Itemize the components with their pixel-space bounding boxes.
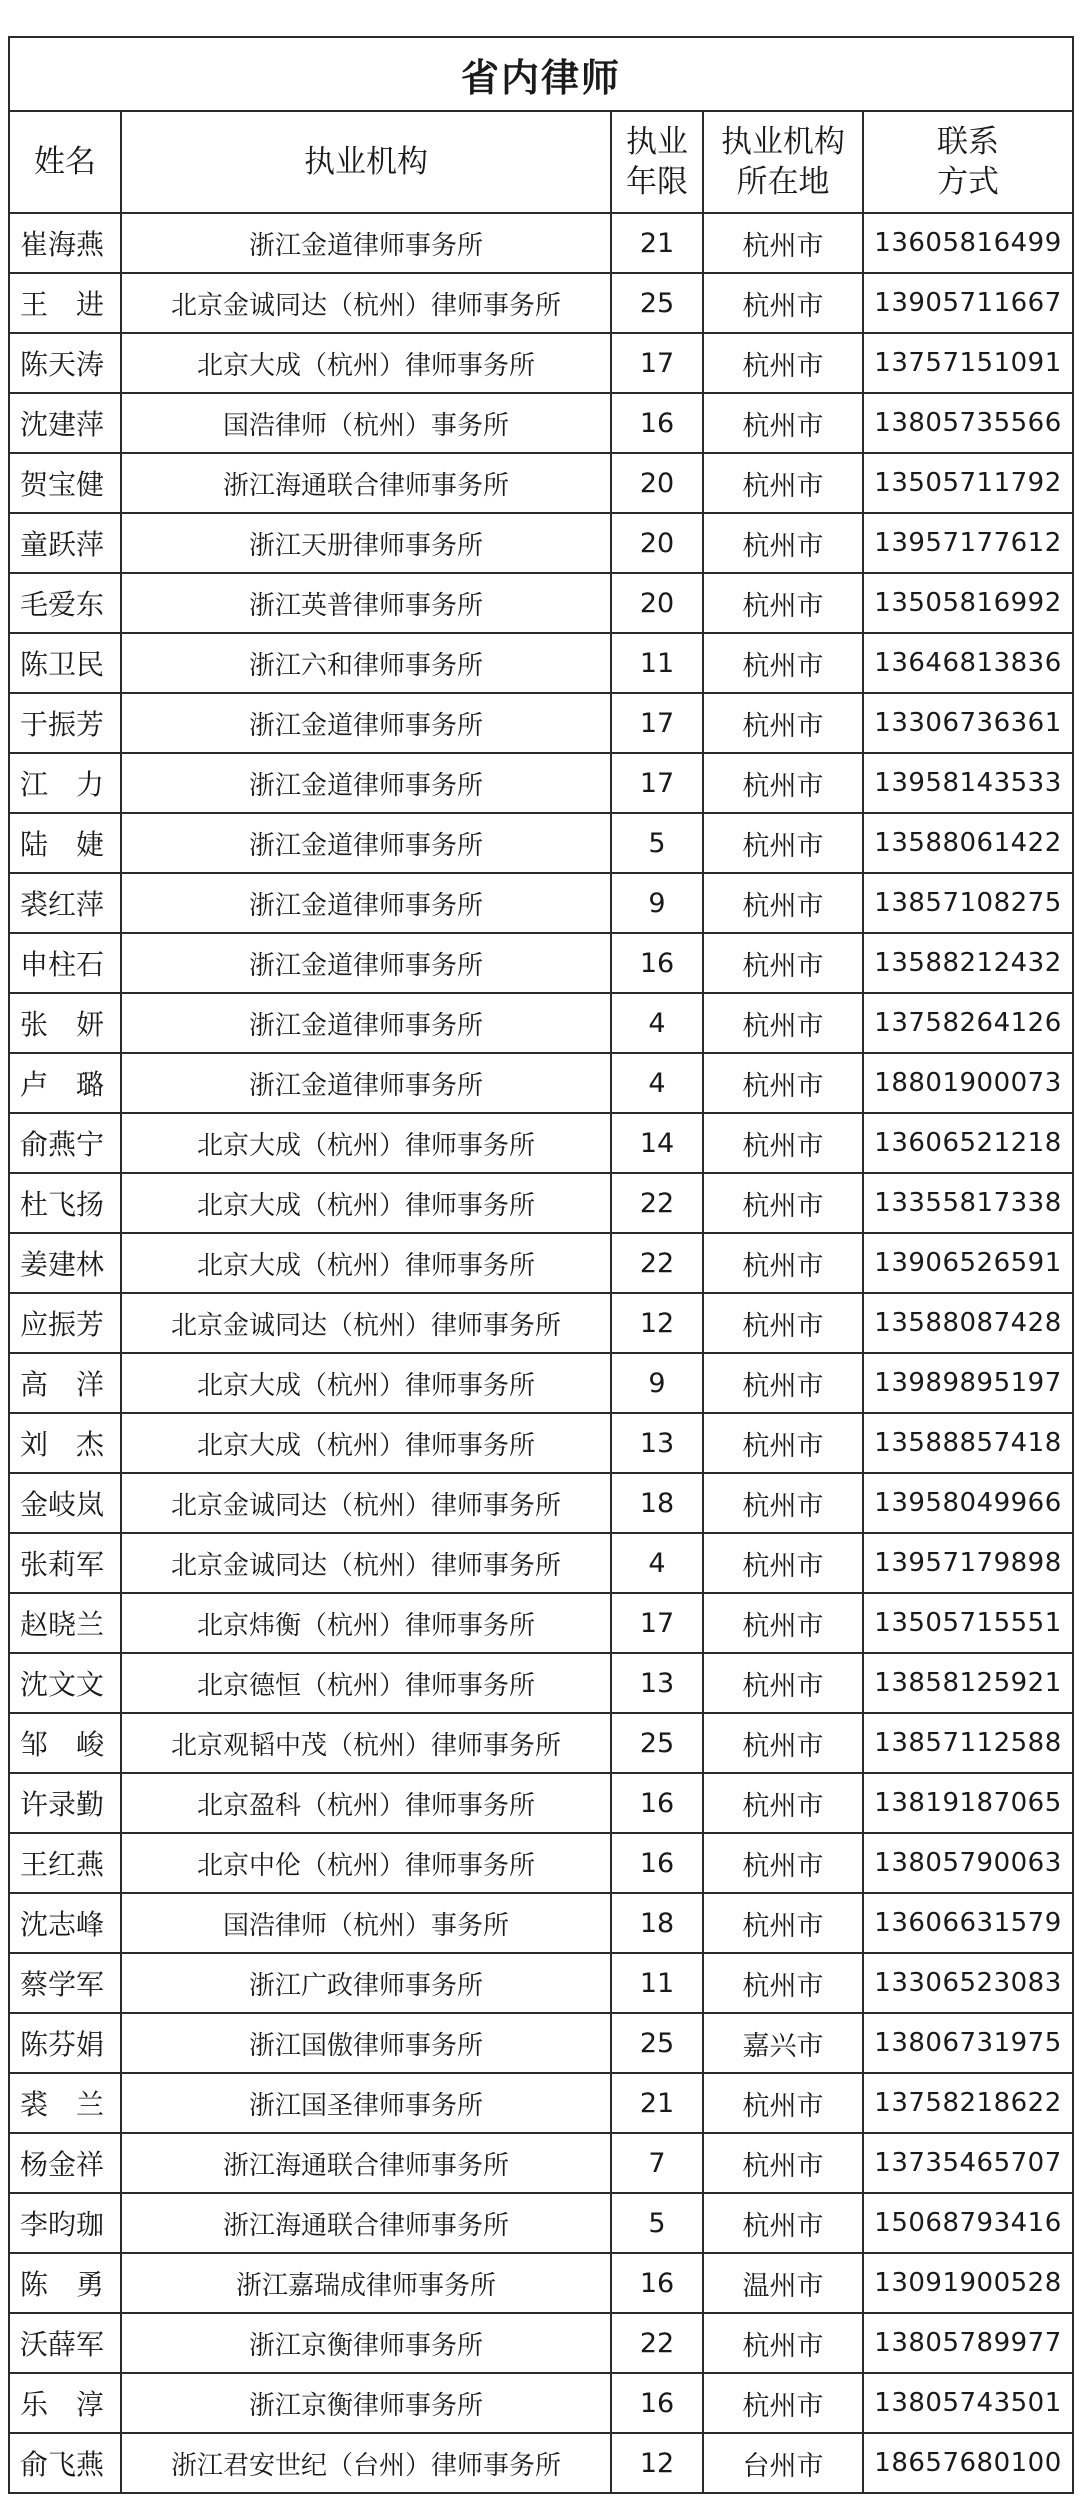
practice-years: 16 xyxy=(611,2253,703,2313)
contact-phone: 13857112588 xyxy=(863,1713,1073,1773)
org-location: 杭州市 xyxy=(703,1413,863,1473)
table-row xyxy=(9,213,1073,273)
lawyer-name: 陆 婕 xyxy=(9,813,121,873)
lawyer-name: 于振芳 xyxy=(9,693,121,753)
contact-phone: 13758264126 xyxy=(863,993,1073,1053)
contact-phone: 18801900073 xyxy=(863,1053,1073,1113)
lawyer-name: 裘红萍 xyxy=(9,873,121,933)
contact-phone: 13735465707 xyxy=(863,2133,1073,2193)
practice-years: 20 xyxy=(611,453,703,513)
practice-org: 北京中伦（杭州）律师事务所 xyxy=(121,1833,611,1893)
org-location: 杭州市 xyxy=(703,573,863,633)
contact-phone: 13606631579 xyxy=(863,1893,1073,1953)
practice-org: 浙江国傲律师事务所 xyxy=(121,2013,611,2073)
contact-phone: 13958049966 xyxy=(863,1473,1073,1533)
practice-org: 浙江金道律师事务所 xyxy=(121,213,611,273)
practice-years: 22 xyxy=(611,1233,703,1293)
practice-org: 浙江京衡律师事务所 xyxy=(121,2313,611,2373)
practice-years: 20 xyxy=(611,573,703,633)
contact-phone: 13857108275 xyxy=(863,873,1073,933)
practice-years: 17 xyxy=(611,1593,703,1653)
practice-org: 浙江京衡律师事务所 xyxy=(121,2373,611,2433)
table-row xyxy=(9,2313,1073,2373)
practice-org: 北京大成（杭州）律师事务所 xyxy=(121,1113,611,1173)
lawyer-table xyxy=(8,36,1074,2494)
contact-phone: 13306736361 xyxy=(863,693,1073,753)
org-location: 杭州市 xyxy=(703,453,863,513)
lawyer-name: 赵晓兰 xyxy=(9,1593,121,1653)
practice-org: 北京大成（杭州）律师事务所 xyxy=(121,1173,611,1233)
org-location: 杭州市 xyxy=(703,2373,863,2433)
table-row xyxy=(9,1893,1073,1953)
table-row xyxy=(9,1233,1073,1293)
practice-org: 北京炜衡（杭州）律师事务所 xyxy=(121,1593,611,1653)
practice-org: 浙江金道律师事务所 xyxy=(121,933,611,993)
table-row xyxy=(9,573,1073,633)
table-row xyxy=(9,1353,1073,1413)
practice-years: 13 xyxy=(611,1653,703,1713)
table-row xyxy=(9,2073,1073,2133)
practice-org: 浙江天册律师事务所 xyxy=(121,513,611,573)
contact-phone: 13806731975 xyxy=(863,2013,1073,2073)
lawyer-name: 邹 峻 xyxy=(9,1713,121,1773)
lawyer-name: 杨金祥 xyxy=(9,2133,121,2193)
lawyer-name: 陈 勇 xyxy=(9,2253,121,2313)
contact-phone: 13606521218 xyxy=(863,1113,1073,1173)
table-row xyxy=(9,513,1073,573)
practice-org: 北京德恒（杭州）律师事务所 xyxy=(121,1653,611,1713)
practice-org: 浙江金道律师事务所 xyxy=(121,693,611,753)
practice-org: 浙江英普律师事务所 xyxy=(121,573,611,633)
contact-phone: 13957179898 xyxy=(863,1533,1073,1593)
lawyer-name: 应振芳 xyxy=(9,1293,121,1353)
practice-org: 浙江嘉瑞成律师事务所 xyxy=(121,2253,611,2313)
lawyer-name: 俞燕宁 xyxy=(9,1113,121,1173)
contact-phone: 13355817338 xyxy=(863,1173,1073,1233)
org-location: 杭州市 xyxy=(703,2133,863,2193)
org-location: 杭州市 xyxy=(703,273,863,333)
table-row xyxy=(9,2433,1073,2493)
contact-phone: 13588087428 xyxy=(863,1293,1073,1353)
lawyer-name: 申柱石 xyxy=(9,933,121,993)
org-location: 杭州市 xyxy=(703,1053,863,1113)
table-row xyxy=(9,993,1073,1053)
lawyer-name: 王红燕 xyxy=(9,1833,121,1893)
contact-phone: 13805790063 xyxy=(863,1833,1073,1893)
table-row xyxy=(9,633,1073,693)
org-location: 杭州市 xyxy=(703,933,863,993)
contact-phone: 13819187065 xyxy=(863,1773,1073,1833)
org-location: 杭州市 xyxy=(703,753,863,813)
table-row xyxy=(9,393,1073,453)
org-location: 杭州市 xyxy=(703,1473,863,1533)
contact-phone: 13306523083 xyxy=(863,1953,1073,2013)
practice-org: 浙江海通联合律师事务所 xyxy=(121,2193,611,2253)
org-location: 嘉兴市 xyxy=(703,2013,863,2073)
practice-org: 浙江金道律师事务所 xyxy=(121,1053,611,1113)
practice-years: 11 xyxy=(611,1953,703,2013)
org-location: 杭州市 xyxy=(703,633,863,693)
table-row xyxy=(9,693,1073,753)
practice-org: 浙江广政律师事务所 xyxy=(121,1953,611,2013)
org-location: 杭州市 xyxy=(703,1773,863,1833)
org-location: 杭州市 xyxy=(703,513,863,573)
lawyer-name: 刘 杰 xyxy=(9,1413,121,1473)
org-location: 杭州市 xyxy=(703,993,863,1053)
lawyer-name: 蔡学军 xyxy=(9,1953,121,2013)
contact-phone: 13588857418 xyxy=(863,1413,1073,1473)
practice-years: 20 xyxy=(611,513,703,573)
table-row xyxy=(9,753,1073,813)
table-row xyxy=(9,1593,1073,1653)
lawyer-name: 裘 兰 xyxy=(9,2073,121,2133)
table-row xyxy=(9,2013,1073,2073)
practice-years: 12 xyxy=(611,1293,703,1353)
practice-years: 16 xyxy=(611,393,703,453)
org-location: 杭州市 xyxy=(703,1593,863,1653)
contact-phone: 13906526591 xyxy=(863,1233,1073,1293)
practice-years: 4 xyxy=(611,1053,703,1113)
table-row xyxy=(9,1293,1073,1353)
practice-years: 5 xyxy=(611,2193,703,2253)
lawyer-name: 陈卫民 xyxy=(9,633,121,693)
practice-years: 17 xyxy=(611,333,703,393)
org-location: 杭州市 xyxy=(703,1173,863,1233)
practice-years: 16 xyxy=(611,933,703,993)
contact-phone: 13505715551 xyxy=(863,1593,1073,1653)
practice-org: 浙江金道律师事务所 xyxy=(121,753,611,813)
lawyer-name: 沃薛军 xyxy=(9,2313,121,2373)
practice-org: 北京大成（杭州）律师事务所 xyxy=(121,1353,611,1413)
lawyer-name: 乐 淳 xyxy=(9,2373,121,2433)
practice-org: 北京大成（杭州）律师事务所 xyxy=(121,1233,611,1293)
lawyer-name: 崔海燕 xyxy=(9,213,121,273)
lawyer-name: 王 进 xyxy=(9,273,121,333)
practice-years: 25 xyxy=(611,1713,703,1773)
table-row xyxy=(9,933,1073,993)
contact-phone: 13989895197 xyxy=(863,1353,1073,1413)
table-body xyxy=(9,213,1073,2493)
header-org xyxy=(121,111,611,213)
practice-years: 7 xyxy=(611,2133,703,2193)
header-contact-line1: 联系 xyxy=(937,124,1000,160)
lawyer-name: 童跃萍 xyxy=(9,513,121,573)
practice-years: 21 xyxy=(611,213,703,273)
contact-phone: 13505816992 xyxy=(863,573,1073,633)
contact-phone: 13588212432 xyxy=(863,933,1073,993)
contact-phone: 13758218622 xyxy=(863,2073,1073,2133)
org-location: 杭州市 xyxy=(703,1953,863,2013)
practice-org: 浙江海通联合律师事务所 xyxy=(121,453,611,513)
practice-years: 18 xyxy=(611,1473,703,1533)
practice-org: 北京观韬中茂（杭州）律师事务所 xyxy=(121,1713,611,1773)
lawyer-name: 毛爱东 xyxy=(9,573,121,633)
contact-phone: 13858125921 xyxy=(863,1653,1073,1713)
header-location xyxy=(703,111,863,213)
org-location: 杭州市 xyxy=(703,333,863,393)
org-location: 杭州市 xyxy=(703,1653,863,1713)
practice-years: 25 xyxy=(611,2013,703,2073)
contact-phone: 13957177612 xyxy=(863,513,1073,573)
table-row xyxy=(9,1773,1073,1833)
lawyer-name: 沈志峰 xyxy=(9,1893,121,1953)
header-name xyxy=(9,111,121,213)
practice-years: 22 xyxy=(611,1173,703,1233)
org-location: 杭州市 xyxy=(703,2073,863,2133)
contact-phone: 13605816499 xyxy=(863,213,1073,273)
lawyer-name: 许录勤 xyxy=(9,1773,121,1833)
table-row xyxy=(9,2373,1073,2433)
lawyer-name: 沈文文 xyxy=(9,1653,121,1713)
table-row xyxy=(9,1653,1073,1713)
practice-years: 13 xyxy=(611,1413,703,1473)
practice-years: 17 xyxy=(611,753,703,813)
practice-years: 18 xyxy=(611,1893,703,1953)
practice-years: 22 xyxy=(611,2313,703,2373)
table-row xyxy=(9,1173,1073,1233)
header-years-line2: 年限 xyxy=(626,164,688,200)
lawyer-name: 江 力 xyxy=(9,753,121,813)
practice-org: 浙江六和律师事务所 xyxy=(121,633,611,693)
practice-org: 北京金诚同达（杭州）律师事务所 xyxy=(121,1473,611,1533)
table-row xyxy=(9,873,1073,933)
table-row xyxy=(9,2193,1073,2253)
practice-org: 北京金诚同达（杭州）律师事务所 xyxy=(121,1293,611,1353)
practice-org: 浙江国圣律师事务所 xyxy=(121,2073,611,2133)
practice-years: 16 xyxy=(611,2373,703,2433)
practice-years: 4 xyxy=(611,1533,703,1593)
table-row xyxy=(9,1953,1073,2013)
org-location: 杭州市 xyxy=(703,213,863,273)
org-location: 杭州市 xyxy=(703,1833,863,1893)
practice-org: 北京大成（杭州）律师事务所 xyxy=(121,333,611,393)
contact-phone: 13091900528 xyxy=(863,2253,1073,2313)
contact-phone: 15068793416 xyxy=(863,2193,1073,2253)
practice-org: 浙江金道律师事务所 xyxy=(121,993,611,1053)
org-location: 杭州市 xyxy=(703,393,863,453)
table-row xyxy=(9,273,1073,333)
table-row xyxy=(9,1833,1073,1893)
table-row xyxy=(9,333,1073,393)
lawyer-name: 俞飞燕 xyxy=(9,2433,121,2493)
practice-org: 浙江海通联合律师事务所 xyxy=(121,2133,611,2193)
header-location-line1: 执业机构 xyxy=(721,124,845,160)
org-location: 杭州市 xyxy=(703,2313,863,2373)
title-row xyxy=(9,37,1073,111)
header-contact xyxy=(863,111,1073,213)
practice-years: 16 xyxy=(611,1833,703,1893)
header-years xyxy=(611,111,703,213)
practice-org: 北京金诚同达（杭州）律师事务所 xyxy=(121,273,611,333)
lawyer-name: 杜飞扬 xyxy=(9,1173,121,1233)
practice-org: 国浩律师（杭州）事务所 xyxy=(121,1893,611,1953)
practice-org: 北京大成（杭州）律师事务所 xyxy=(121,1413,611,1473)
table-row xyxy=(9,2133,1073,2193)
practice-years: 14 xyxy=(611,1113,703,1173)
lawyer-name: 沈建萍 xyxy=(9,393,121,453)
org-location: 杭州市 xyxy=(703,1353,863,1413)
contact-phone: 18657680100 xyxy=(863,2433,1073,2493)
header-row xyxy=(9,111,1073,213)
lawyer-name: 姜建林 xyxy=(9,1233,121,1293)
org-location: 杭州市 xyxy=(703,1533,863,1593)
header-org-label: 执业机构 xyxy=(304,144,428,180)
practice-years: 9 xyxy=(611,873,703,933)
header-years-line1: 执业 xyxy=(626,124,688,160)
practice-org: 浙江君安世纪（台州）律师事务所 xyxy=(121,2433,611,2493)
lawyer-name: 陈天涛 xyxy=(9,333,121,393)
practice-years: 17 xyxy=(611,693,703,753)
org-location: 杭州市 xyxy=(703,873,863,933)
table-row xyxy=(9,453,1073,513)
contact-phone: 13757151091 xyxy=(863,333,1073,393)
practice-years: 11 xyxy=(611,633,703,693)
table-title: 省内律师 xyxy=(9,37,1073,111)
contact-phone: 13505711792 xyxy=(863,453,1073,513)
lawyer-name: 金岐岚 xyxy=(9,1473,121,1533)
org-location: 台州市 xyxy=(703,2433,863,2493)
org-location: 温州市 xyxy=(703,2253,863,2313)
org-location: 杭州市 xyxy=(703,693,863,753)
table-row xyxy=(9,1713,1073,1773)
lawyer-name: 李昀珈 xyxy=(9,2193,121,2253)
contact-phone: 13588061422 xyxy=(863,813,1073,873)
table-row xyxy=(9,1413,1073,1473)
header-contact-line2: 方式 xyxy=(937,164,1000,200)
lawyer-name: 陈芬娟 xyxy=(9,2013,121,2073)
practice-org: 国浩律师（杭州）事务所 xyxy=(121,393,611,453)
practice-years: 4 xyxy=(611,993,703,1053)
table-row xyxy=(9,1053,1073,1113)
practice-org: 浙江金道律师事务所 xyxy=(121,873,611,933)
lawyer-name: 贺宝健 xyxy=(9,453,121,513)
org-location: 杭州市 xyxy=(703,1293,863,1353)
contact-phone: 13646813836 xyxy=(863,633,1073,693)
contact-phone: 13805735566 xyxy=(863,393,1073,453)
table-row xyxy=(9,2253,1073,2313)
practice-years: 9 xyxy=(611,1353,703,1413)
practice-years: 5 xyxy=(611,813,703,873)
practice-years: 16 xyxy=(611,1773,703,1833)
contact-phone: 13958143533 xyxy=(863,753,1073,813)
org-location: 杭州市 xyxy=(703,1233,863,1293)
lawyer-name: 高 洋 xyxy=(9,1353,121,1413)
table-row xyxy=(9,1473,1073,1533)
table-row xyxy=(9,1533,1073,1593)
practice-org: 北京盈科（杭州）律师事务所 xyxy=(121,1773,611,1833)
practice-org: 浙江金道律师事务所 xyxy=(121,813,611,873)
org-location: 杭州市 xyxy=(703,1113,863,1173)
practice-years: 12 xyxy=(611,2433,703,2493)
header-name-label: 姓名 xyxy=(34,144,96,180)
lawyer-name: 张莉军 xyxy=(9,1533,121,1593)
practice-years: 25 xyxy=(611,273,703,333)
header-location-line2: 所在地 xyxy=(736,164,830,200)
contact-phone: 13805789977 xyxy=(863,2313,1073,2373)
contact-phone: 13905711667 xyxy=(863,273,1073,333)
lawyer-name: 卢 璐 xyxy=(9,1053,121,1113)
practice-years: 21 xyxy=(611,2073,703,2133)
org-location: 杭州市 xyxy=(703,1713,863,1773)
org-location: 杭州市 xyxy=(703,813,863,873)
table-row xyxy=(9,813,1073,873)
org-location: 杭州市 xyxy=(703,1893,863,1953)
lawyer-name: 张 妍 xyxy=(9,993,121,1053)
org-location: 杭州市 xyxy=(703,2193,863,2253)
practice-org: 北京金诚同达（杭州）律师事务所 xyxy=(121,1533,611,1593)
table-row xyxy=(9,1113,1073,1173)
contact-phone: 13805743501 xyxy=(863,2373,1073,2433)
